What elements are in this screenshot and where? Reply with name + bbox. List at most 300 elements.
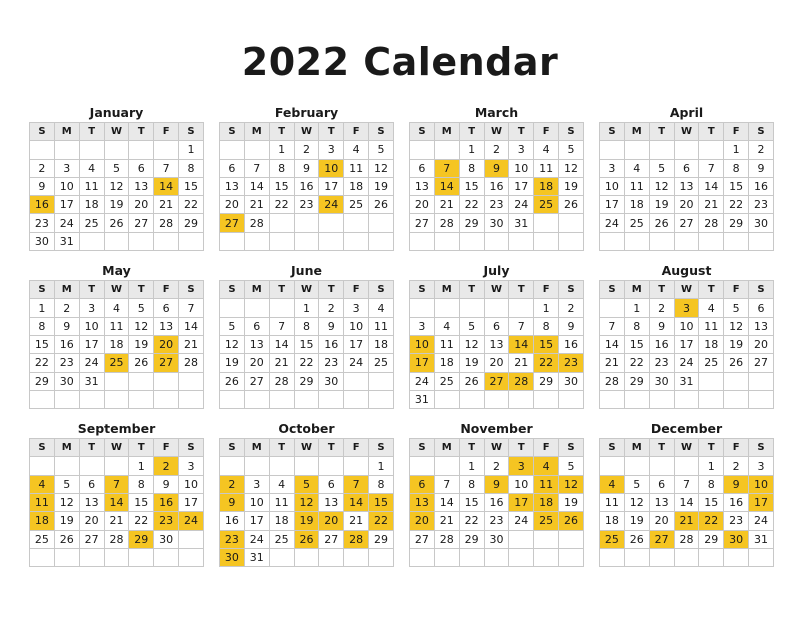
weekday-label: M — [624, 439, 649, 457]
week-row — [30, 159, 204, 177]
day-cell: 1 — [294, 299, 319, 317]
weekday-label: S — [410, 123, 435, 141]
day-cell: 9 — [294, 159, 319, 177]
empty-day-cell — [699, 232, 724, 250]
week-row — [30, 390, 204, 408]
highlighted-day-cell: 15 — [534, 335, 559, 353]
day-cell: 29 — [179, 214, 204, 232]
empty-day-cell — [369, 372, 394, 390]
day-cell: 6 — [674, 159, 699, 177]
day-cell: 11 — [79, 177, 104, 195]
day-cell: 14 — [674, 494, 699, 512]
highlighted-day-cell: 16 — [154, 494, 179, 512]
day-cell: 8 — [369, 475, 394, 493]
empty-day-cell — [104, 372, 129, 390]
day-cell: 17 — [674, 335, 699, 353]
weekday-label: W — [104, 281, 129, 299]
weekday-label: M — [624, 123, 649, 141]
weekday-label: M — [54, 439, 79, 457]
week-row — [600, 530, 774, 548]
day-cell: 30 — [319, 372, 344, 390]
week-row — [30, 512, 204, 530]
month-table — [409, 280, 584, 409]
day-cell: 14 — [244, 177, 269, 195]
weekday-label: S — [220, 439, 245, 457]
empty-day-cell — [244, 141, 269, 159]
weekday-label: T — [509, 439, 534, 457]
day-cell: 22 — [129, 512, 154, 530]
highlighted-day-cell: 19 — [294, 512, 319, 530]
day-cell: 25 — [344, 196, 369, 214]
week-row — [220, 457, 394, 475]
day-cell: 25 — [434, 372, 459, 390]
day-cell: 9 — [30, 177, 55, 195]
weekday-label: W — [294, 123, 319, 141]
day-cell: 14 — [600, 335, 625, 353]
week-row — [220, 299, 394, 317]
highlighted-day-cell: 23 — [220, 530, 245, 548]
weekday-label: T — [649, 123, 674, 141]
weekday-header-row — [600, 439, 774, 457]
week-row — [600, 475, 774, 493]
day-cell: 3 — [54, 159, 79, 177]
empty-day-cell — [534, 232, 559, 250]
day-cell: 27 — [749, 354, 774, 372]
day-cell: 10 — [674, 317, 699, 335]
day-cell: 20 — [220, 196, 245, 214]
day-cell: 26 — [220, 372, 245, 390]
week-row — [220, 512, 394, 530]
empty-day-cell — [649, 390, 674, 408]
day-cell: 4 — [534, 141, 559, 159]
week-row — [410, 512, 584, 530]
day-cell: 11 — [344, 159, 369, 177]
month-november — [409, 420, 584, 567]
empty-day-cell — [459, 299, 484, 317]
day-cell: 24 — [600, 214, 625, 232]
day-cell: 2 — [294, 141, 319, 159]
day-cell: 9 — [319, 317, 344, 335]
highlighted-day-cell: 14 — [434, 177, 459, 195]
highlighted-day-cell: 14 — [154, 177, 179, 195]
day-cell: 2 — [30, 159, 55, 177]
weekday-label: S — [559, 281, 584, 299]
empty-day-cell — [344, 232, 369, 250]
month-table — [409, 438, 584, 567]
day-cell: 15 — [294, 335, 319, 353]
highlighted-day-cell: 27 — [220, 214, 245, 232]
day-cell: 12 — [104, 177, 129, 195]
week-row — [600, 548, 774, 566]
day-cell: 1 — [269, 141, 294, 159]
week-row — [30, 214, 204, 232]
empty-day-cell — [220, 141, 245, 159]
day-cell: 5 — [559, 141, 584, 159]
empty-day-cell — [434, 457, 459, 475]
empty-day-cell — [244, 457, 269, 475]
weekday-label: T — [509, 123, 534, 141]
day-cell: 16 — [724, 494, 749, 512]
weekday-label: S — [410, 281, 435, 299]
weekday-label: S — [369, 439, 394, 457]
empty-day-cell — [179, 232, 204, 250]
weekday-label: S — [30, 281, 55, 299]
day-cell: 4 — [624, 159, 649, 177]
weekday-label: F — [724, 123, 749, 141]
day-cell: 14 — [434, 494, 459, 512]
empty-day-cell — [269, 457, 294, 475]
week-row — [410, 548, 584, 566]
day-cell: 22 — [294, 354, 319, 372]
empty-day-cell — [459, 548, 484, 566]
day-cell: 3 — [244, 475, 269, 493]
week-row — [410, 317, 584, 335]
week-row — [410, 335, 584, 353]
day-cell: 14 — [179, 317, 204, 335]
day-cell: 8 — [30, 317, 55, 335]
highlighted-day-cell: 26 — [559, 512, 584, 530]
highlighted-day-cell: 7 — [344, 475, 369, 493]
empty-day-cell — [484, 548, 509, 566]
weekday-label: S — [410, 439, 435, 457]
week-row — [600, 177, 774, 195]
empty-day-cell — [459, 232, 484, 250]
day-cell: 22 — [459, 196, 484, 214]
empty-day-cell — [534, 530, 559, 548]
day-cell: 22 — [724, 196, 749, 214]
weekday-label: F — [154, 281, 179, 299]
day-cell: 9 — [559, 317, 584, 335]
empty-day-cell — [79, 232, 104, 250]
month-july — [409, 262, 584, 409]
day-cell: 15 — [269, 177, 294, 195]
day-cell: 28 — [154, 214, 179, 232]
day-cell: 15 — [724, 177, 749, 195]
weekday-label: T — [459, 281, 484, 299]
empty-day-cell — [319, 548, 344, 566]
day-cell: 16 — [649, 335, 674, 353]
week-row — [220, 475, 394, 493]
empty-day-cell — [104, 232, 129, 250]
highlighted-day-cell: 18 — [534, 177, 559, 195]
day-cell: 11 — [699, 317, 724, 335]
empty-day-cell — [79, 548, 104, 566]
weekday-label: S — [220, 123, 245, 141]
day-cell: 10 — [54, 177, 79, 195]
day-cell: 22 — [624, 354, 649, 372]
day-cell: 12 — [559, 159, 584, 177]
day-cell: 10 — [244, 494, 269, 512]
day-cell: 24 — [509, 196, 534, 214]
day-cell: 15 — [30, 335, 55, 353]
day-cell: 12 — [220, 335, 245, 353]
day-cell: 3 — [600, 159, 625, 177]
highlighted-day-cell: 27 — [484, 372, 509, 390]
empty-day-cell — [220, 232, 245, 250]
weekday-header-row — [410, 439, 584, 457]
day-cell: 11 — [369, 317, 394, 335]
month-name: June — [291, 263, 322, 279]
empty-day-cell — [30, 390, 55, 408]
day-cell: 27 — [244, 372, 269, 390]
weekday-label: T — [269, 439, 294, 457]
weekday-label: F — [724, 281, 749, 299]
empty-day-cell — [649, 141, 674, 159]
day-cell: 8 — [699, 475, 724, 493]
weekday-label: S — [369, 281, 394, 299]
day-cell: 27 — [129, 214, 154, 232]
day-cell: 18 — [434, 354, 459, 372]
day-cell: 12 — [459, 335, 484, 353]
month-table — [29, 280, 204, 409]
month-table — [29, 438, 204, 567]
day-cell: 15 — [624, 335, 649, 353]
day-cell: 11 — [434, 335, 459, 353]
day-cell: 25 — [369, 354, 394, 372]
day-cell: 23 — [294, 196, 319, 214]
weekday-label: W — [674, 439, 699, 457]
day-cell: 16 — [559, 335, 584, 353]
empty-day-cell — [459, 390, 484, 408]
month-table — [219, 122, 394, 251]
empty-day-cell — [484, 232, 509, 250]
empty-day-cell — [559, 390, 584, 408]
day-cell: 5 — [129, 299, 154, 317]
weekday-label: W — [484, 123, 509, 141]
empty-day-cell — [534, 548, 559, 566]
weekday-label: S — [179, 281, 204, 299]
day-cell: 26 — [459, 372, 484, 390]
day-cell: 8 — [129, 475, 154, 493]
day-cell: 25 — [30, 530, 55, 548]
day-cell: 19 — [129, 335, 154, 353]
day-cell: 17 — [244, 512, 269, 530]
day-cell: 26 — [104, 214, 129, 232]
highlighted-day-cell: 11 — [534, 475, 559, 493]
weekday-label: M — [244, 123, 269, 141]
day-cell: 6 — [749, 299, 774, 317]
day-cell: 5 — [649, 159, 674, 177]
empty-day-cell — [724, 548, 749, 566]
day-cell: 19 — [624, 512, 649, 530]
week-row — [220, 335, 394, 353]
day-cell: 16 — [749, 177, 774, 195]
day-cell: 18 — [269, 512, 294, 530]
empty-day-cell — [179, 390, 204, 408]
weekday-label: S — [749, 123, 774, 141]
day-cell: 6 — [319, 475, 344, 493]
day-cell: 1 — [369, 457, 394, 475]
day-cell: 16 — [319, 335, 344, 353]
weekday-label: M — [244, 281, 269, 299]
empty-day-cell — [319, 214, 344, 232]
day-cell: 29 — [294, 372, 319, 390]
highlighted-day-cell: 9 — [220, 494, 245, 512]
highlighted-day-cell: 9 — [484, 159, 509, 177]
week-row — [410, 530, 584, 548]
empty-day-cell — [220, 457, 245, 475]
day-cell: 24 — [244, 530, 269, 548]
empty-day-cell — [244, 299, 269, 317]
weekday-label: T — [269, 281, 294, 299]
empty-day-cell — [269, 232, 294, 250]
day-cell: 5 — [724, 299, 749, 317]
empty-day-cell — [179, 372, 204, 390]
day-cell: 19 — [54, 512, 79, 530]
week-row — [600, 354, 774, 372]
weekday-header-row — [220, 439, 394, 457]
day-cell: 2 — [319, 299, 344, 317]
week-row — [600, 335, 774, 353]
day-cell: 9 — [749, 159, 774, 177]
day-cell: 28 — [434, 530, 459, 548]
day-cell: 30 — [54, 372, 79, 390]
day-cell: 4 — [699, 299, 724, 317]
month-table — [599, 122, 774, 251]
day-cell: 10 — [179, 475, 204, 493]
weekday-label: M — [624, 281, 649, 299]
day-cell: 8 — [269, 159, 294, 177]
day-cell: 10 — [344, 317, 369, 335]
day-cell: 24 — [749, 512, 774, 530]
week-row — [410, 196, 584, 214]
day-cell: 23 — [30, 214, 55, 232]
day-cell: 13 — [649, 494, 674, 512]
day-cell: 15 — [699, 494, 724, 512]
empty-day-cell — [724, 372, 749, 390]
empty-day-cell — [600, 299, 625, 317]
empty-day-cell — [294, 457, 319, 475]
day-cell: 17 — [509, 177, 534, 195]
empty-day-cell — [600, 457, 625, 475]
week-row — [410, 390, 584, 408]
weekday-label: T — [79, 281, 104, 299]
day-cell: 19 — [724, 335, 749, 353]
highlighted-day-cell: 29 — [129, 530, 154, 548]
day-cell: 29 — [30, 372, 55, 390]
week-row — [30, 299, 204, 317]
day-cell: 5 — [559, 457, 584, 475]
month-february — [219, 104, 394, 251]
day-cell: 28 — [244, 214, 269, 232]
highlighted-day-cell: 14 — [344, 494, 369, 512]
week-row — [220, 177, 394, 195]
day-cell: 13 — [79, 494, 104, 512]
weekday-label: S — [179, 123, 204, 141]
weekday-label: W — [674, 123, 699, 141]
day-cell: 22 — [459, 512, 484, 530]
day-cell: 7 — [179, 299, 204, 317]
highlighted-day-cell: 20 — [319, 512, 344, 530]
day-cell: 2 — [484, 141, 509, 159]
month-table — [29, 122, 204, 251]
day-cell: 17 — [600, 196, 625, 214]
day-cell: 13 — [410, 177, 435, 195]
day-cell: 27 — [79, 530, 104, 548]
day-cell: 30 — [484, 530, 509, 548]
day-cell: 13 — [749, 317, 774, 335]
empty-day-cell — [104, 457, 129, 475]
day-cell: 1 — [624, 299, 649, 317]
day-cell: 11 — [600, 494, 625, 512]
empty-day-cell — [649, 232, 674, 250]
highlighted-day-cell: 28 — [344, 530, 369, 548]
weekday-label: T — [79, 123, 104, 141]
day-cell: 30 — [749, 214, 774, 232]
empty-day-cell — [294, 390, 319, 408]
week-row — [600, 457, 774, 475]
week-row — [30, 196, 204, 214]
empty-day-cell — [129, 390, 154, 408]
day-cell: 17 — [179, 494, 204, 512]
day-cell: 26 — [624, 530, 649, 548]
highlighted-day-cell: 17 — [410, 354, 435, 372]
day-cell: 7 — [600, 317, 625, 335]
empty-day-cell — [344, 390, 369, 408]
month-name: January — [89, 105, 144, 120]
highlighted-day-cell: 4 — [534, 457, 559, 475]
day-cell: 31 — [54, 232, 79, 250]
month-grid — [29, 104, 774, 567]
day-cell: 20 — [749, 335, 774, 353]
day-cell: 15 — [129, 494, 154, 512]
weekday-label: F — [344, 281, 369, 299]
empty-day-cell — [559, 548, 584, 566]
highlighted-day-cell: 15 — [369, 494, 394, 512]
month-december — [599, 420, 774, 567]
day-cell: 12 — [624, 494, 649, 512]
highlighted-day-cell: 25 — [534, 196, 559, 214]
day-cell: 23 — [54, 354, 79, 372]
highlighted-day-cell: 4 — [600, 475, 625, 493]
day-cell: 4 — [344, 141, 369, 159]
empty-day-cell — [79, 457, 104, 475]
day-cell: 5 — [104, 159, 129, 177]
weekday-label: M — [244, 439, 269, 457]
day-cell: 13 — [319, 494, 344, 512]
day-cell: 22 — [269, 196, 294, 214]
week-row — [410, 354, 584, 372]
empty-day-cell — [129, 232, 154, 250]
day-cell: 23 — [724, 512, 749, 530]
weekday-label: M — [434, 123, 459, 141]
week-row — [30, 457, 204, 475]
week-row — [220, 159, 394, 177]
empty-day-cell — [269, 214, 294, 232]
day-cell: 1 — [699, 457, 724, 475]
day-cell: 19 — [559, 177, 584, 195]
weekday-header-row — [30, 123, 204, 141]
week-row — [600, 390, 774, 408]
day-cell: 21 — [434, 512, 459, 530]
empty-day-cell — [724, 390, 749, 408]
empty-day-cell — [154, 232, 179, 250]
month-name: September — [77, 421, 156, 437]
day-cell: 12 — [129, 317, 154, 335]
day-cell: 12 — [649, 177, 674, 195]
day-cell: 26 — [369, 196, 394, 214]
day-cell: 26 — [649, 214, 674, 232]
day-cell: 5 — [220, 317, 245, 335]
empty-day-cell — [269, 548, 294, 566]
empty-day-cell — [269, 390, 294, 408]
day-cell: 31 — [79, 372, 104, 390]
week-row — [220, 530, 394, 548]
day-cell: 9 — [54, 317, 79, 335]
day-cell: 3 — [79, 299, 104, 317]
month-october — [219, 420, 394, 567]
highlighted-day-cell: 7 — [104, 475, 129, 493]
